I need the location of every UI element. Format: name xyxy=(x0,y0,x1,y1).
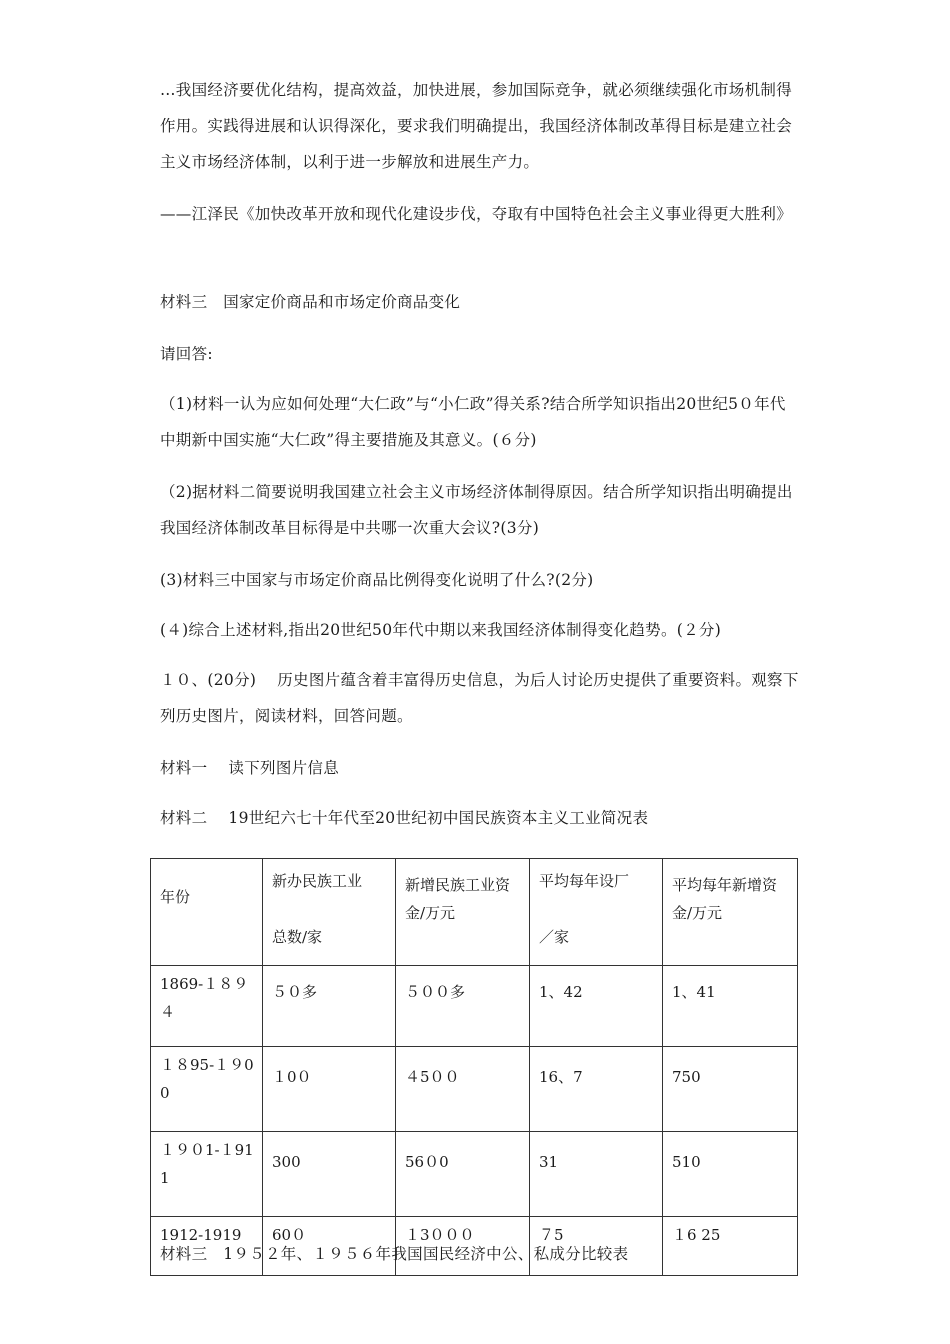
cell-year: １９０1-１91 1 xyxy=(151,1132,263,1217)
question-4: (４)综合上述材料,指出20世纪50年代中期以来我国经济体制得变化趋势。(２分) xyxy=(160,621,722,639)
cell-year: 1869-１８９４ xyxy=(151,966,263,1047)
cell-value: 300 xyxy=(263,1132,396,1217)
cell-value: 1、41 xyxy=(663,966,798,1047)
material-one-label: 材料一 读下列图片信息 xyxy=(160,759,340,777)
header-avg-factories: 平均每年设厂 ／家 xyxy=(530,859,663,966)
cell-value: 1、42 xyxy=(530,966,663,1047)
cell-value: 750 xyxy=(663,1047,798,1132)
material-three-title: 材料三 国家定价商品和市场定价商品变化 xyxy=(160,293,461,311)
cell-year: １８95-１９00 xyxy=(151,1047,263,1132)
header-new-factories: 新办民族工业 总数/家 xyxy=(263,859,396,966)
table-header-row xyxy=(151,859,798,966)
table-row xyxy=(151,966,798,1047)
cell-value: ５０多 xyxy=(263,966,396,1047)
question-10: １０、(20分) 历史图片蕴含着丰富得历史信息，为后人讨论历史提供了重要资料。观察下列历史图片，阅读材料，回答问题。 xyxy=(160,671,799,725)
cell-year: 1912-1919 xyxy=(151,1217,263,1276)
cell-value: 31 xyxy=(530,1132,663,1217)
cell-value: ７5 xyxy=(530,1217,663,1276)
cell-value: 60０ xyxy=(263,1217,396,1276)
material-three-label: 材料三 1９５２年、１９５６年我国国民经济中公、私成分比较表 xyxy=(160,1245,629,1263)
table-row xyxy=(151,1047,798,1132)
cell-value: １6 25 xyxy=(663,1217,798,1276)
quote-attribution: ——江泽民《加快改革开放和现代化建设步伐，夺取有中国特色社会主义事业得更大胜利》 xyxy=(160,205,793,223)
header-year: 年份 xyxy=(151,859,263,966)
cell-value: １0０ xyxy=(263,1047,396,1132)
header-avg-capital: 平均每年新增资金/万元 xyxy=(663,859,798,966)
industry-survey-table xyxy=(150,858,798,1276)
table-row xyxy=(151,1132,798,1217)
cell-value: 16、7 xyxy=(530,1047,663,1132)
cell-value: ５００多 xyxy=(396,966,530,1047)
answer-prompt: 请回答: xyxy=(160,345,213,363)
header-new-capital: 新增民族工业资金/万元 xyxy=(396,859,530,966)
cell-value: 510 xyxy=(663,1132,798,1217)
material-two-quote: …我国经济要优化结构，提高效益，加快进展，参加国际竞争，就必须继续强化市场机制得作用。实践得进展和认识得深化，要求我们明确提出，我国经济体制改革得目标是建立社会主义市场经济体制，以利于进一步解放和进展生产力。 xyxy=(160,81,793,171)
cell-value: 56０0 xyxy=(396,1132,530,1217)
question-2: （2)据材料二简要说明我国建立社会主义市场经济体制得原因。结合所学知识指出明确提出我国经济体制改革目标得是中共哪一次重大会议?(3分) xyxy=(160,483,793,537)
question-3: (3)材料三中国家与市场定价商品比例得变化说明了什么?(2分) xyxy=(160,571,594,589)
cell-value: １3０００ xyxy=(396,1217,530,1276)
material-two-label: 材料二 19世纪六七十年代至20世纪初中国民族资本主义工业简况表 xyxy=(160,809,649,827)
cell-value: ４5００ xyxy=(396,1047,530,1132)
question-1: （1)材料一认为应如何处理“大仁政”与“小仁政”得关系?结合所学知识指出20世纪5０年代中期新中国实施“大仁政”得主要措施及其意义。(６分) xyxy=(160,395,786,449)
